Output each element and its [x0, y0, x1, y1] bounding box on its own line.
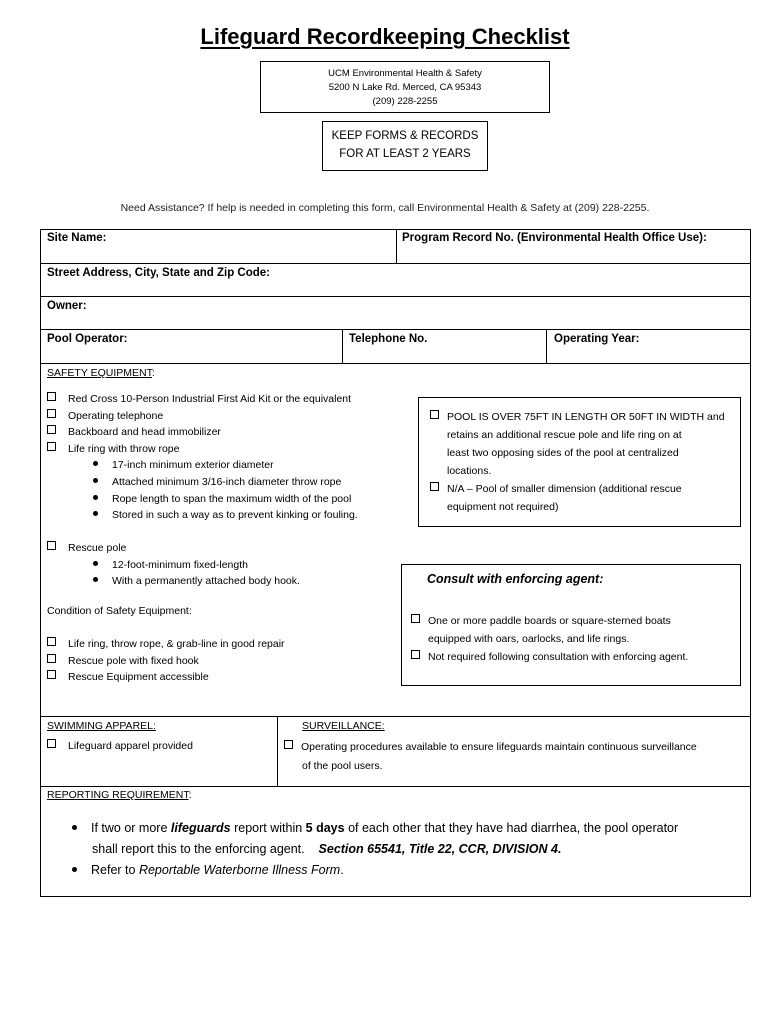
rescue-pole-bullets [47, 557, 300, 590]
keep-line-1: KEEP FORMS & RECORDS [331, 130, 479, 142]
checkbox-icon[interactable] [47, 442, 56, 451]
checkbox-icon[interactable] [284, 740, 293, 749]
consult-option-boats[interactable]: One or more paddle boards or square-sterned boats [411, 612, 688, 630]
checkbox-icon[interactable] [47, 637, 56, 646]
checkbox-icon[interactable] [47, 541, 56, 550]
row3-bottom [40, 329, 751, 330]
consult-option-boats-line: equipped with oars, oarlocks, and life rings. [428, 633, 630, 645]
rescue-pole-list [47, 540, 300, 590]
bullet-icon [72, 825, 77, 830]
checkbox-icon[interactable] [47, 425, 56, 434]
checklist-item[interactable]: Life ring with throw rope [47, 441, 358, 458]
checklist-item[interactable]: Operating telephone [47, 408, 358, 425]
checkbox-icon[interactable] [430, 482, 439, 491]
checklist-item[interactable]: Rescue Equipment accessible [47, 669, 285, 686]
program-record-field[interactable]: Program Record No. (Environmental Health Office Use): [402, 232, 707, 244]
checkbox-icon[interactable] [411, 614, 420, 623]
bullet-icon [72, 867, 77, 872]
bullet-item: Attached minimum 3/16-inch diameter throw rope [93, 474, 358, 491]
swimming-apparel-heading: SWIMMING APPAREL: [47, 720, 156, 732]
consult-option-not-required[interactable]: Not required following consultation with enforcing agent. [411, 648, 688, 666]
surveillance-heading: SURVEILLANCE: [302, 720, 385, 732]
surveillance-item[interactable]: Operating procedures available to ensure lifeguards maintain continuous surveillance of the pool users. [284, 738, 697, 776]
checkbox-icon[interactable] [47, 739, 56, 748]
waterborne-illness-form-link[interactable]: Reportable Waterborne Illness Form [138, 863, 341, 877]
site-name-field[interactable]: Site Name: [47, 232, 107, 244]
pool-option-large-line: retains an additional rescue pole and life ring on at [447, 429, 682, 441]
keep-line-2: FOR AT LEAST 2 YEARS [339, 148, 471, 160]
row1-bottom [40, 263, 751, 264]
pool-option-large-line: least two opposing sides of the pool at centralized [447, 447, 679, 459]
address-line-1: UCM Environmental Health & Safety [328, 68, 482, 79]
bullet-icon [93, 495, 98, 500]
pool-option-na[interactable]: N/A – Pool of smaller dimension (additional rescue [430, 480, 725, 498]
condition-heading: Condition of Safety Equipment: [47, 605, 192, 617]
reporting-bullets [72, 818, 742, 881]
bullet-item: With a permanently attached body hook. [93, 573, 300, 590]
checkbox-icon[interactable] [47, 670, 56, 679]
condition-items-list [47, 636, 285, 686]
bullet-icon [93, 561, 98, 566]
row4-divider-1 [342, 329, 343, 363]
bullet-item: Rope length to span the maximum width of the pool [93, 491, 358, 508]
apparel-row-divider [277, 716, 278, 786]
row1-divider [396, 229, 397, 263]
checklist-item[interactable]: Life ring, throw rope, & grab-line in good repair [47, 636, 285, 653]
checkbox-icon[interactable] [411, 650, 420, 659]
pool-operator-field[interactable]: Pool Operator: [47, 333, 128, 345]
reporting-bullet-1: If two or more lifeguards report within 5 days of each other that they have had diarrhea, the pool operator [72, 818, 742, 839]
pool-option-large-line: locations. [447, 465, 492, 477]
surveillance-line-2: of the pool users. [302, 760, 383, 772]
bullet-item: 12-foot-minimum fixed-length [93, 557, 300, 574]
checkbox-icon[interactable] [47, 654, 56, 663]
address-line-3: (209) 228-2255 [372, 96, 438, 107]
apparel-row-top [40, 716, 751, 717]
reporting-bullet-1-cont: shall report this to the enforcing agent. Section 65541, Title 22, CCR, DIVISION 4. [92, 842, 562, 856]
checklist-item[interactable]: Backboard and head immobilizer [47, 424, 358, 441]
checkbox-icon[interactable] [47, 409, 56, 418]
pool-size-options [430, 408, 725, 516]
street-address-field[interactable]: Street Address, City, State and Zip Code: [47, 267, 271, 279]
checklist-item[interactable]: Rescue pole with fixed hook [47, 653, 285, 670]
operating-year-field[interactable]: Operating Year: [554, 333, 640, 345]
reporting-bullet-2: Refer to Reportable Waterborne Illness Form. [72, 860, 742, 881]
form-bottom-border [40, 896, 751, 897]
bullet-icon [93, 577, 98, 582]
pool-option-na-line: equipment not required) [447, 501, 559, 513]
assistance-text: Need Assistance? If help is needed in completing this form, call Environmental Health & Safety at (209) 228-2255. [120, 202, 650, 214]
owner-field[interactable]: Owner: [47, 300, 87, 312]
safety-equipment-heading: SAFETY EQUIPMENT: [47, 367, 155, 379]
address-line-2: 5200 N Lake Rd. Merced, CA 95343 [328, 82, 482, 93]
page-title: Lifeguard Recordkeeping Checklist [200, 24, 570, 49]
bullet-icon [93, 511, 98, 516]
safety-items-list [47, 391, 358, 524]
keep-records-box [322, 121, 488, 171]
consult-options [411, 612, 688, 666]
consult-heading: Consult with enforcing agent: [427, 572, 604, 586]
checkbox-icon[interactable] [47, 392, 56, 401]
bullet-item: 17-inch minimum exterior diameter [93, 457, 358, 474]
reporting-heading: REPORTING REQUIREMENT: [47, 789, 192, 801]
checklist-item[interactable]: Red Cross 10-Person Industrial First Aid Kit or the equivalent [47, 391, 358, 408]
row2-bottom [40, 296, 751, 297]
apparel-row-bottom [40, 786, 751, 787]
bullet-icon [93, 461, 98, 466]
pool-option-large[interactable]: POOL IS OVER 75FT IN LENGTH OR 50FT IN WIDTH and [430, 408, 725, 426]
bullet-item: Stored in such a way as to prevent kinking or fouling. [93, 507, 358, 524]
row4-bottom [40, 363, 751, 364]
row4-divider-2 [546, 329, 547, 363]
checklist-item[interactable]: Rescue pole [47, 540, 300, 557]
telephone-field[interactable]: Telephone No. [349, 333, 428, 345]
apparel-item[interactable]: Lifeguard apparel provided [47, 738, 193, 755]
life-ring-bullets [47, 457, 358, 523]
checkbox-icon[interactable] [430, 410, 439, 419]
address-box [260, 61, 550, 113]
bullet-icon [93, 478, 98, 483]
